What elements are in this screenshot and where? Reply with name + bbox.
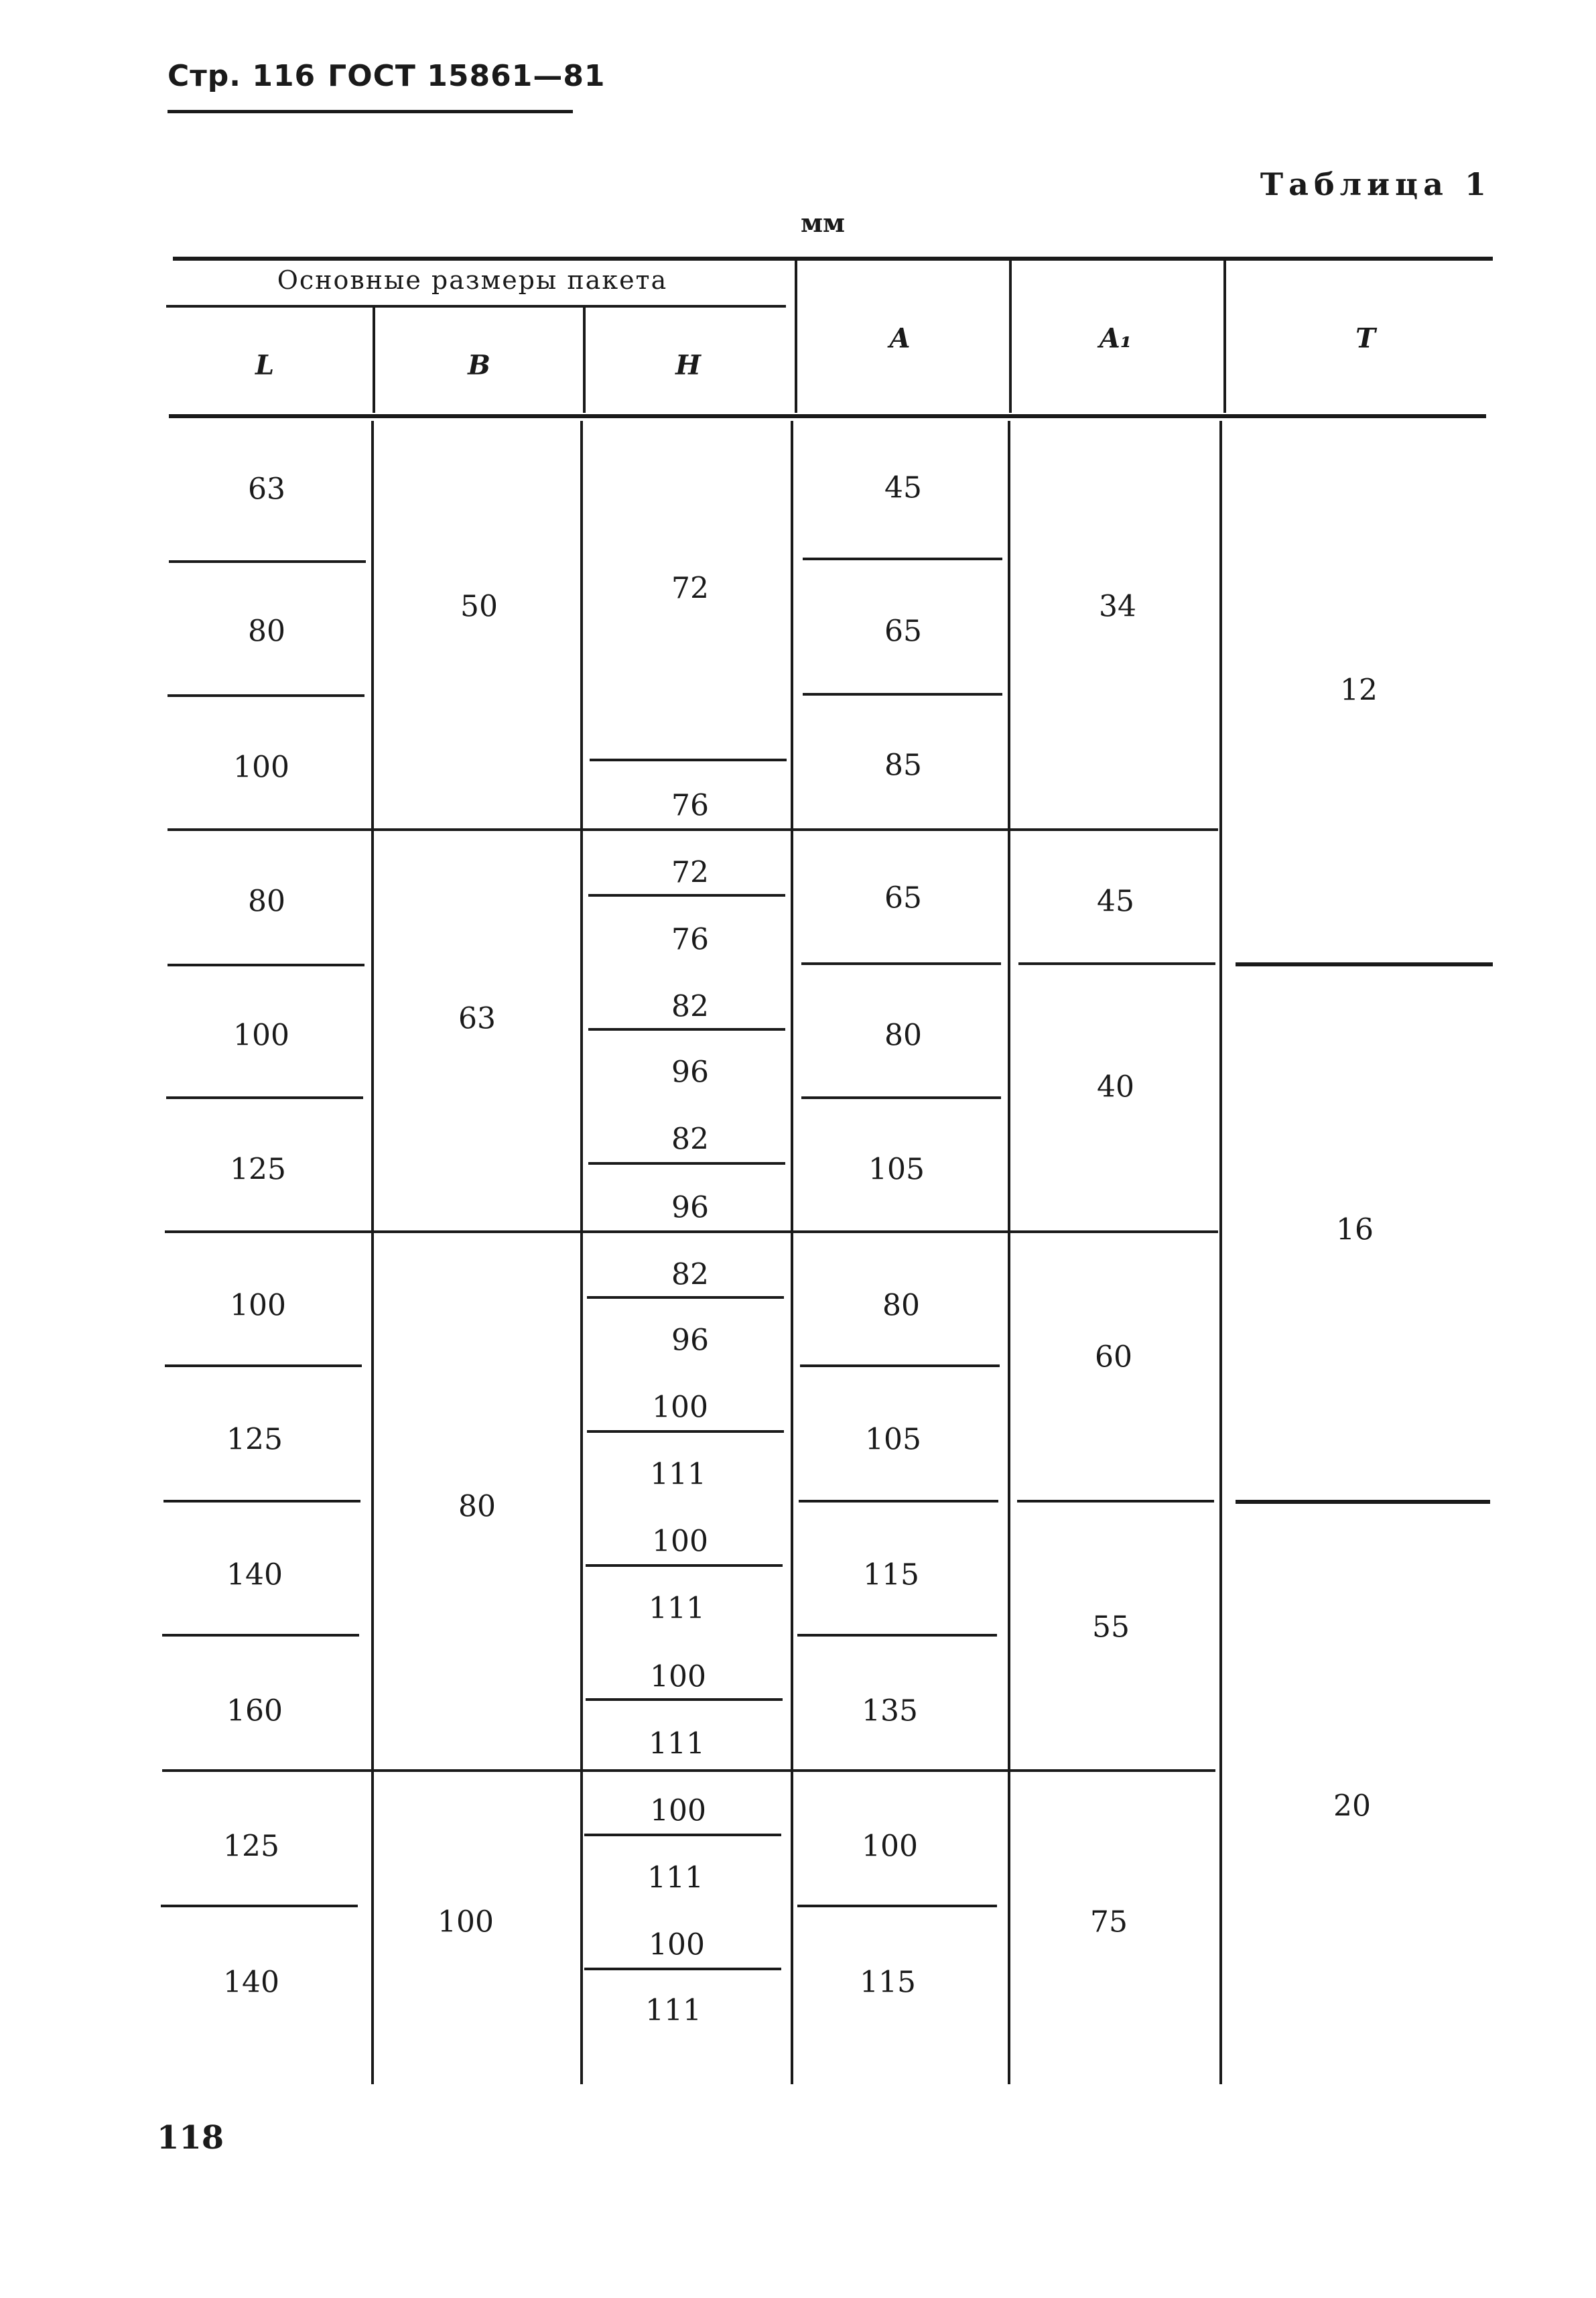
header-underline — [168, 110, 573, 113]
header-col-divider — [1009, 260, 1012, 413]
body-col-divider — [1008, 421, 1010, 2084]
a-divider — [800, 1364, 1000, 1367]
cell-A1: 60 — [1095, 1340, 1132, 1375]
h-divider — [586, 1698, 783, 1701]
cell-T: 20 — [1333, 1789, 1371, 1824]
table-label: Таблица 1 — [1260, 166, 1491, 202]
cell-H: 111 — [647, 1860, 704, 1895]
h-divider — [587, 1296, 784, 1299]
h-divider — [584, 1968, 781, 1970]
a-divider — [803, 693, 1002, 696]
cell-A: 105 — [868, 1152, 925, 1187]
a1-divider — [1017, 1500, 1214, 1503]
cell-A: 100 — [862, 1829, 918, 1864]
page-number: 118 — [157, 2119, 224, 2157]
cell-H: 82 — [671, 1122, 709, 1157]
h-divider — [588, 894, 785, 897]
row-divider — [162, 1634, 359, 1637]
body-col-divider — [791, 421, 793, 2084]
col-header-A1: A₁ — [1099, 322, 1132, 355]
header-col-divider — [1223, 260, 1226, 413]
a-divider — [803, 558, 1002, 560]
cell-L: 63 — [248, 472, 285, 507]
standard-number: ГОСТ 15861—81 — [328, 59, 606, 93]
cell-B: 80 — [458, 1489, 496, 1524]
a-divider — [801, 1096, 1001, 1099]
cell-H: 100 — [650, 1659, 706, 1694]
group-header-rule — [166, 305, 786, 308]
cell-B: 50 — [460, 589, 498, 624]
h-divider — [584, 1834, 781, 1836]
cell-H: 82 — [671, 989, 709, 1024]
body-col-divider — [1219, 421, 1222, 2084]
col-header-H: H — [675, 349, 701, 381]
header-bottom-rule — [169, 414, 1486, 418]
cell-H: 96 — [671, 1323, 709, 1358]
row-divider — [165, 1364, 362, 1367]
t-divider — [1236, 962, 1493, 966]
cell-A: 115 — [863, 1557, 919, 1592]
row-divider — [166, 1096, 363, 1099]
cell-A: 115 — [860, 1965, 916, 2000]
cell-A: 45 — [884, 470, 922, 505]
cell-L: 80 — [248, 884, 285, 919]
row-divider — [168, 694, 364, 697]
row-divider — [168, 828, 1218, 831]
cell-L: 100 — [233, 750, 289, 785]
cell-B: 63 — [458, 1001, 496, 1036]
cell-H: 96 — [671, 1190, 709, 1225]
cell-L: 140 — [223, 1965, 279, 2000]
cell-L: 100 — [233, 1018, 289, 1053]
cell-A1: 45 — [1097, 884, 1134, 919]
cell-L: 100 — [230, 1288, 286, 1323]
cell-H: 100 — [652, 1524, 708, 1559]
a-divider — [797, 1634, 997, 1637]
cell-H: 100 — [650, 1793, 706, 1828]
header-col-divider — [373, 307, 375, 413]
col-header-T: T — [1355, 322, 1376, 355]
cell-H: 96 — [671, 1055, 709, 1090]
cell-A: 105 — [865, 1422, 921, 1457]
row-divider — [162, 1769, 1215, 1772]
cell-A: 80 — [882, 1288, 920, 1323]
h-divider — [586, 1564, 783, 1567]
row-divider — [169, 560, 366, 563]
h-divider — [588, 1028, 785, 1031]
col-header-B: B — [468, 349, 490, 381]
cell-A1: 55 — [1092, 1610, 1130, 1645]
a-divider — [797, 1905, 997, 1907]
cell-H: 111 — [649, 1726, 705, 1761]
cell-L: 125 — [223, 1829, 279, 1864]
h-divider — [587, 1430, 784, 1433]
header-col-divider — [583, 307, 586, 413]
row-divider — [165, 1230, 1218, 1233]
cell-A1: 34 — [1099, 589, 1136, 624]
row-divider — [161, 1905, 358, 1907]
cell-H: 111 — [649, 1591, 705, 1626]
units-label: мм — [801, 208, 846, 238]
t-divider — [1236, 1500, 1490, 1504]
col-header-A: A — [889, 322, 911, 355]
cell-T: 12 — [1340, 673, 1378, 708]
header-col-divider — [795, 260, 797, 413]
cell-L: 140 — [226, 1557, 283, 1592]
cell-A: 85 — [884, 748, 922, 783]
cell-A: 135 — [862, 1694, 918, 1728]
body-col-divider — [580, 421, 583, 2084]
cell-H: 76 — [671, 788, 709, 823]
cell-H: 100 — [649, 1927, 705, 1962]
a-divider — [801, 962, 1001, 965]
cell-A: 80 — [884, 1018, 922, 1053]
group-header: Основные размеры пакета — [277, 265, 668, 295]
a1-divider — [1018, 962, 1215, 965]
col-header-L: L — [255, 349, 275, 381]
cell-H: 111 — [645, 1993, 702, 2028]
h-divider — [590, 759, 787, 761]
body-col-divider — [371, 421, 374, 2084]
cell-A1: 75 — [1090, 1905, 1128, 1939]
a-divider — [799, 1500, 998, 1503]
row-divider — [163, 1500, 360, 1503]
cell-H: 100 — [652, 1390, 708, 1425]
cell-A1: 40 — [1097, 1070, 1134, 1104]
page-header — [168, 59, 618, 93]
cell-H: 111 — [650, 1457, 706, 1492]
cell-A: 65 — [884, 881, 922, 915]
cell-B: 100 — [438, 1905, 494, 1939]
table-top-rule — [173, 257, 1493, 261]
cell-L: 80 — [248, 614, 285, 649]
cell-H: 76 — [671, 922, 709, 957]
cell-L: 125 — [230, 1152, 286, 1187]
row-divider — [168, 964, 364, 966]
cell-H: 72 — [671, 855, 709, 890]
cell-H: 72 — [671, 571, 709, 606]
page-label: Стр. 116 — [168, 59, 316, 93]
cell-T: 16 — [1336, 1212, 1374, 1247]
cell-L: 160 — [226, 1694, 283, 1728]
cell-L: 125 — [226, 1422, 283, 1457]
cell-A: 65 — [884, 614, 922, 649]
h-divider — [588, 1162, 785, 1165]
cell-H: 82 — [671, 1257, 709, 1292]
